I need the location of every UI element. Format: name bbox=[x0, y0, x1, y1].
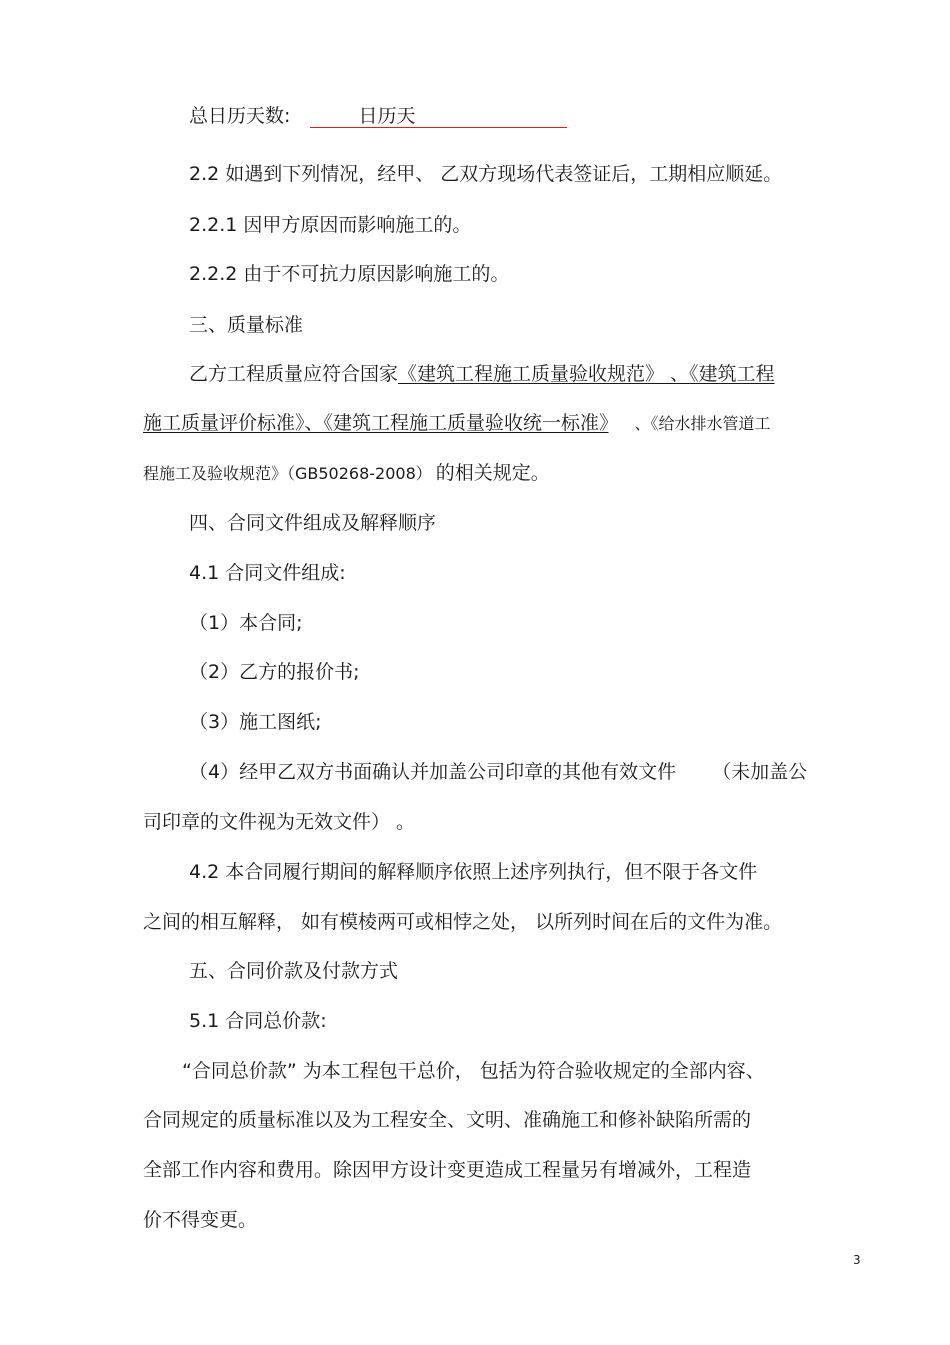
standard-ref-4: 程施工及验收规范》（GB50268-2008） bbox=[143, 464, 432, 483]
clause-4-2-cont: 之间的相互解释， 如有模棱两可或相悖之处， 以所列时间在后的文件为准。 bbox=[143, 911, 783, 933]
price-para-line-1: “合同总价款” 为本工程包干总价， 包括为符合验收规定的全部内容、 bbox=[182, 1060, 765, 1082]
clause-4-1: 4.1 合同文件组成: bbox=[189, 562, 346, 584]
section-3-heading: 三、质量标准 bbox=[189, 314, 304, 336]
quality-para-line-3 bbox=[143, 461, 550, 486]
quality-para-line-2 bbox=[143, 411, 771, 436]
section-4-heading: 四、合同文件组成及解释顺序 bbox=[189, 512, 437, 534]
doc-item-2: （2）乙方的报价书; bbox=[189, 661, 360, 683]
page-number: 3 bbox=[853, 1253, 861, 1267]
total-days-blank: 日历天 bbox=[310, 105, 567, 128]
standard-ref-1: 《建筑工程施工质量验收规范》 、《建筑工程 bbox=[398, 363, 775, 385]
doc-item-4-note: （未加盖公 bbox=[712, 761, 808, 783]
price-para-line-3: 全部工作内容和费用。除因甲方设计变更造成工程量另有增减外，工程造 bbox=[143, 1159, 752, 1181]
quality-para-line-1 bbox=[189, 362, 775, 386]
price-para-line-2: 合同规定的质量标准以及为工程安全、文明、准确施工和修补缺陷所需的 bbox=[143, 1109, 752, 1131]
quality-intro: 乙方工程质量应符合国家 bbox=[189, 363, 399, 385]
clause-2-2: 2.2 如遇到下列情况，经甲、 乙双方现场代表签证后，工期相应顺延。 bbox=[189, 163, 783, 185]
doc-item-4 bbox=[189, 760, 807, 784]
quality-tail: 的相关规定。 bbox=[435, 462, 550, 484]
doc-item-3: （3）施工图纸; bbox=[189, 711, 322, 733]
clause-5-1: 5.1 合同总价款: bbox=[189, 1010, 327, 1032]
total-days-line bbox=[189, 104, 567, 128]
doc-item-1: （1）本合同; bbox=[189, 612, 303, 634]
standard-ref-2: 施工质量评价标准》、《建筑工程施工质量验收统一标准》 bbox=[143, 412, 609, 434]
total-days-label: 总日历天数: bbox=[189, 105, 291, 127]
price-para-line-4: 价不得变更。 bbox=[143, 1209, 258, 1231]
doc-item-4-cont: 司印章的文件视为无效文件） 。 bbox=[143, 811, 416, 833]
clause-4-2: 4.2 本合同履行期间的解释顺序依照上述序列执行，但不限于各文件 bbox=[189, 861, 758, 883]
section-5-heading: 五、合同价款及付款方式 bbox=[189, 960, 399, 982]
clause-2-2-2: 2.2.2 由于不可抗力原因影响施工的。 bbox=[189, 263, 510, 285]
standard-ref-3: 、《给水排水管道工 bbox=[634, 414, 771, 433]
doc-item-4-text: （4）经甲乙双方书面确认并加盖公司印章的其他有效文件 bbox=[189, 761, 677, 783]
clause-2-2-1: 2.2.1 因甲方原因而影响施工的。 bbox=[189, 214, 472, 236]
